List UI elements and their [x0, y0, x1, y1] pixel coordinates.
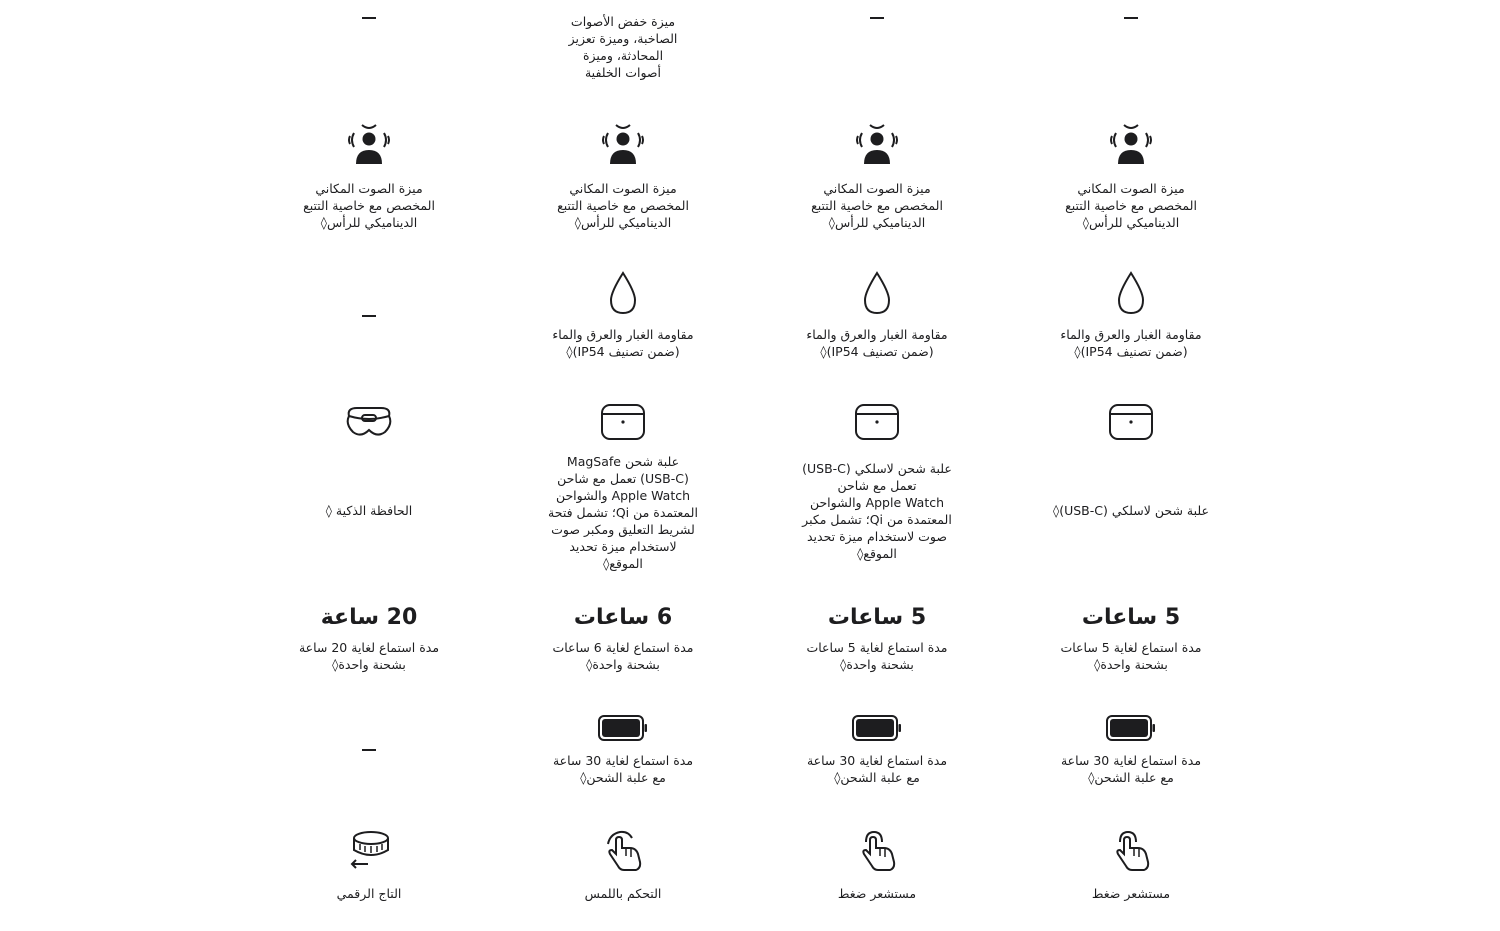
- case-text: علبة شحن MagSafe (USB‑C) تعمل مع شاحن Apple Watch والشواحن المعتمدة من Qi؛ تشمل فتحة لشريط التعليق ومكبر صوت لاستخدام ميزة تحديد الموقع◊: [548, 454, 698, 571]
- spatial-audio-text: ميزة الصوت المكاني المخصص مع خاصية التتبع الديناميكي للرأس◊: [557, 181, 689, 230]
- spatial-audio-icon: [242, 120, 496, 172]
- spatial-audio-icon: [750, 120, 1004, 172]
- control-text: التاج الرقمي: [336, 886, 402, 901]
- listening-time-text: مدة استماع لغاية 6 ساعات بشحنة واحدة◊: [552, 640, 694, 672]
- noise-cancel-text: ميزة خفض الأصوات الصاخبة، وميزة تعزيز المحادثة، وميزة أصوات الخلفية: [568, 14, 678, 80]
- water-resistance-text: مقاومة الغبار والعرق والماء (ضمن تصنيف IP54)◊: [1060, 327, 1202, 359]
- case-text: الحافظة الذكية ◊: [325, 503, 413, 518]
- case-battery-not-available: [362, 749, 376, 751]
- noise-cancel-not-available: [1124, 17, 1138, 19]
- product-column-gen4-a: [750, 0, 1004, 931]
- control-text: التحكم باللمس: [584, 886, 662, 901]
- case-text: علبة شحن لاسلكي (USB‑C)◊: [1053, 503, 1209, 518]
- charging-case-icon: [496, 402, 750, 454]
- case-battery-text: مدة استماع لغاية 30 ساعة مع علبة الشحن◊: [552, 753, 694, 785]
- battery-hours: 6 ساعات: [573, 605, 673, 630]
- spatial-audio-text: ميزة الصوت المكاني المخصص مع خاصية التتبع الديناميكي للرأس◊: [1065, 181, 1197, 230]
- case-text: علبة شحن لاسلكي (USB‑C) تعمل مع شاحن Apple Watch والشواحن المعتمدة من Qi؛ تشمل مكبر صوت لاستخدام ميزة تحديد الموقع◊: [802, 461, 952, 561]
- spatial-audio-icon: [496, 120, 750, 172]
- touch-control-icon: [496, 826, 750, 878]
- product-column-max: [242, 0, 496, 931]
- battery-hours: 20 ساعة: [320, 605, 418, 630]
- spatial-audio-icon: [1004, 120, 1258, 172]
- smart-case-icon: [242, 400, 496, 452]
- press-sensor-icon: [750, 826, 1004, 878]
- spatial-audio-text: ميزة الصوت المكاني المخصص مع خاصية التتبع الديناميكي للرأس◊: [811, 181, 943, 230]
- charging-case-icon: [750, 402, 1004, 454]
- water-drop-icon: [1004, 270, 1258, 322]
- spatial-audio-text: ميزة الصوت المكاني المخصص مع خاصية التتبع الديناميكي للرأس◊: [303, 181, 435, 230]
- noise-cancel-not-available: [362, 17, 376, 19]
- water-resistance-text: مقاومة الغبار والعرق والماء (ضمن تصنيف IP54)◊: [806, 327, 948, 359]
- control-text: مستشعر ضغط: [837, 886, 917, 901]
- control-text: مستشعر ضغط: [1091, 886, 1171, 901]
- listening-time-text: مدة استماع لغاية 20 ساعة بشحنة واحدة◊: [298, 640, 440, 672]
- water-drop-icon: [750, 270, 1004, 322]
- battery-hours: 5 ساعات: [1081, 605, 1181, 630]
- noise-cancel-not-available: [870, 17, 884, 19]
- case-battery-text: مدة استماع لغاية 30 ساعة مع علبة الشحن◊: [1060, 753, 1202, 785]
- product-column-gen4-b: [1004, 0, 1258, 931]
- product-column-pro: [496, 0, 750, 931]
- water-drop-icon: [496, 270, 750, 322]
- case-battery-text: مدة استماع لغاية 30 ساعة مع علبة الشحن◊: [806, 753, 948, 785]
- listening-time-text: مدة استماع لغاية 5 ساعات بشحنة واحدة◊: [806, 640, 948, 672]
- water-resistance-not-available: [362, 315, 376, 317]
- battery-hours: 5 ساعات: [827, 605, 927, 630]
- digital-crown-icon: [242, 826, 496, 878]
- water-resistance-text: مقاومة الغبار والعرق والماء (ضمن تصنيف IP54)◊: [552, 327, 694, 359]
- press-sensor-icon: [1004, 826, 1258, 878]
- charging-case-icon: [1004, 402, 1258, 454]
- listening-time-text: مدة استماع لغاية 5 ساعات بشحنة واحدة◊: [1060, 640, 1202, 672]
